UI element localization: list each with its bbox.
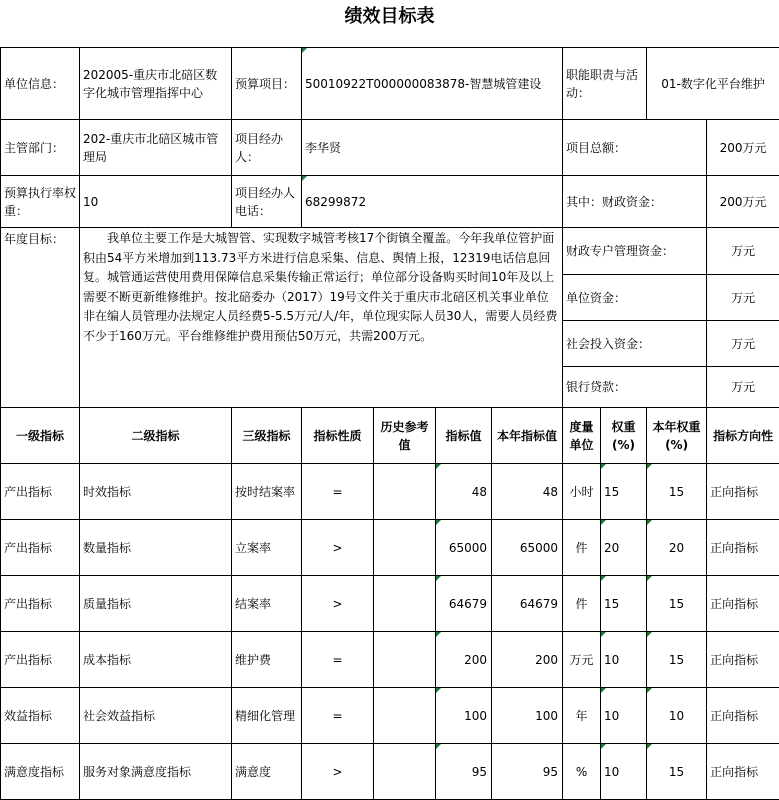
nature-cell[interactable]: = bbox=[302, 464, 374, 520]
special-fund-label: 财政专户管理资金： bbox=[563, 228, 707, 275]
social-fund-value[interactable]: 万元 bbox=[707, 321, 779, 367]
bank-loan-value[interactable]: 万元 bbox=[707, 367, 779, 408]
manager-value[interactable]: 李华贤 bbox=[302, 120, 563, 176]
exec-rate-label: 预算执行率权重： bbox=[1, 176, 80, 228]
goal-text[interactable]: 我单位主要工作是大城智管、实现数字城管考核17个街镇全覆盖。今年我单位管护面积由54平方米增加到113.73平方米进行信息采集、信息、舆情上报，12319电话信息回复。城管通运营使用费用保障信息采集传输正常运行；单位部分设备购买时间10年及以上需要不断更新维修维护。按北碚委办（2017）19号文件关于重庆市北碚区机关事业单位非在编人员管理办法规定人员经费5-5.5万元/人/年，单位现实际人员30人，需要人员经费不少于160万元。平台维修维护费用预估50万元，共需200万元。 bbox=[80, 228, 563, 408]
unit-cell[interactable]: 小时 bbox=[563, 464, 601, 520]
value-cell[interactable]: 95 bbox=[436, 744, 492, 800]
year-weight-cell[interactable]: 15 bbox=[647, 576, 707, 632]
fiscal-label: 其中：财政资金： bbox=[563, 176, 707, 228]
history-cell[interactable] bbox=[374, 688, 436, 744]
special-fund-value[interactable]: 万元 bbox=[707, 228, 779, 275]
unit-cell[interactable]: % bbox=[563, 744, 601, 800]
total-value[interactable]: 200万元 bbox=[707, 120, 779, 176]
nature-cell[interactable]: > bbox=[302, 520, 374, 576]
unit-cell[interactable]: 件 bbox=[563, 576, 601, 632]
header-cell: 指标性质 bbox=[302, 408, 374, 464]
level3-cell[interactable]: 按时结案率 bbox=[232, 464, 302, 520]
table-row bbox=[1, 520, 779, 576]
level2-cell[interactable]: 社会效益指标 bbox=[80, 688, 232, 744]
level2-cell[interactable]: 数量指标 bbox=[80, 520, 232, 576]
direction-cell[interactable]: 正向指标 bbox=[707, 744, 779, 800]
level3-cell[interactable]: 立案率 bbox=[232, 520, 302, 576]
year-value-cell[interactable]: 200 bbox=[492, 632, 563, 688]
unit-cell[interactable]: 年 bbox=[563, 688, 601, 744]
history-cell[interactable] bbox=[374, 632, 436, 688]
unit-cell[interactable]: 万元 bbox=[563, 632, 601, 688]
exec-rate-value[interactable]: 10 bbox=[80, 176, 232, 228]
weight-cell[interactable]: 20 bbox=[601, 520, 647, 576]
info-row-unit bbox=[1, 48, 779, 120]
bank-loan-label: 银行贷款： bbox=[563, 367, 707, 408]
header-cell: 度量单位 bbox=[563, 408, 601, 464]
header-cell: 权重(%) bbox=[601, 408, 647, 464]
year-weight-cell[interactable]: 15 bbox=[647, 464, 707, 520]
direction-cell[interactable]: 正向指标 bbox=[707, 688, 779, 744]
performance-table bbox=[0, 47, 779, 800]
header-cell: 历史参考值 bbox=[374, 408, 436, 464]
level1-cell[interactable]: 产出指标 bbox=[1, 632, 80, 688]
header-cell: 三级指标 bbox=[232, 408, 302, 464]
manager-label: 项目经办人： bbox=[232, 120, 302, 176]
level1-cell[interactable]: 产出指标 bbox=[1, 520, 80, 576]
level3-cell[interactable]: 结案率 bbox=[232, 576, 302, 632]
direction-cell[interactable]: 正向指标 bbox=[707, 632, 779, 688]
fiscal-value[interactable]: 200万元 bbox=[707, 176, 779, 228]
history-cell[interactable] bbox=[374, 576, 436, 632]
header-cell: 指标值 bbox=[436, 408, 492, 464]
unit-fund-label: 单位资金： bbox=[563, 275, 707, 321]
weight-cell[interactable]: 10 bbox=[601, 744, 647, 800]
year-weight-cell[interactable]: 20 bbox=[647, 520, 707, 576]
table-row bbox=[1, 464, 779, 520]
budget-project-label: 预算项目： bbox=[232, 48, 302, 120]
value-cell[interactable]: 64679 bbox=[436, 576, 492, 632]
header-cell: 本年权重(%) bbox=[647, 408, 707, 464]
level1-cell[interactable]: 产出指标 bbox=[1, 576, 80, 632]
table-row bbox=[1, 744, 779, 800]
level2-cell[interactable]: 质量指标 bbox=[80, 576, 232, 632]
weight-cell[interactable]: 10 bbox=[601, 688, 647, 744]
level3-cell[interactable]: 精细化管理 bbox=[232, 688, 302, 744]
header-cell: 本年指标值 bbox=[492, 408, 563, 464]
budget-project-value[interactable]: 50010922T000000083878-智慧城管建设 bbox=[302, 48, 563, 120]
history-cell[interactable] bbox=[374, 464, 436, 520]
level1-cell[interactable]: 效益指标 bbox=[1, 688, 80, 744]
year-value-cell[interactable]: 48 bbox=[492, 464, 563, 520]
history-cell[interactable] bbox=[374, 520, 436, 576]
weight-cell[interactable]: 15 bbox=[601, 464, 647, 520]
phone-label: 项目经办人电话： bbox=[232, 176, 302, 228]
unit-cell[interactable]: 件 bbox=[563, 520, 601, 576]
info-row-goal bbox=[1, 228, 779, 275]
year-value-cell[interactable]: 95 bbox=[492, 744, 563, 800]
level3-cell[interactable]: 维护费 bbox=[232, 632, 302, 688]
year-weight-cell[interactable]: 10 bbox=[647, 688, 707, 744]
header-row bbox=[1, 408, 779, 464]
direction-cell[interactable]: 正向指标 bbox=[707, 520, 779, 576]
weight-cell[interactable]: 10 bbox=[601, 632, 647, 688]
level2-cell[interactable]: 时效指标 bbox=[80, 464, 232, 520]
table-row bbox=[1, 632, 779, 688]
value-cell[interactable]: 65000 bbox=[436, 520, 492, 576]
unit-value[interactable]: 202005-重庆市北碚区数字化城市管理指挥中心 bbox=[80, 48, 232, 120]
unit-fund-value[interactable]: 万元 bbox=[707, 275, 779, 321]
level2-cell[interactable]: 服务对象满意度指标 bbox=[80, 744, 232, 800]
phone-value[interactable]: 68299872 bbox=[302, 176, 563, 228]
total-label: 项目总额： bbox=[563, 120, 707, 176]
nature-cell[interactable]: > bbox=[302, 744, 374, 800]
goal-label: 年度目标： bbox=[1, 228, 80, 408]
year-value-cell[interactable]: 64679 bbox=[492, 576, 563, 632]
year-weight-cell[interactable]: 15 bbox=[647, 632, 707, 688]
dept-label: 主管部门： bbox=[1, 120, 80, 176]
year-value-cell[interactable]: 65000 bbox=[492, 520, 563, 576]
function-value[interactable]: 01-数字化平台维护 bbox=[647, 48, 779, 120]
direction-cell[interactable]: 正向指标 bbox=[707, 464, 779, 520]
level3-cell[interactable]: 满意度 bbox=[232, 744, 302, 800]
social-fund-label: 社会投入资金： bbox=[563, 321, 707, 367]
nature-cell[interactable]: > bbox=[302, 576, 374, 632]
nature-cell[interactable]: = bbox=[302, 688, 374, 744]
info-row-exec bbox=[1, 176, 779, 228]
table-row bbox=[1, 576, 779, 632]
history-cell[interactable] bbox=[374, 744, 436, 800]
info-row-dept bbox=[1, 120, 779, 176]
unit-label: 单位信息： bbox=[1, 48, 80, 120]
year-weight-cell[interactable]: 15 bbox=[647, 744, 707, 800]
level1-cell[interactable]: 产出指标 bbox=[1, 464, 80, 520]
header-cell: 指标方向性 bbox=[707, 408, 779, 464]
year-value-cell[interactable]: 100 bbox=[492, 688, 563, 744]
level2-cell[interactable]: 成本指标 bbox=[80, 632, 232, 688]
value-cell[interactable]: 200 bbox=[436, 632, 492, 688]
table-row bbox=[1, 688, 779, 744]
page-title: 绩效目标表 bbox=[344, 6, 435, 27]
direction-cell[interactable]: 正向指标 bbox=[707, 576, 779, 632]
nature-cell[interactable]: = bbox=[302, 632, 374, 688]
value-cell[interactable]: 48 bbox=[436, 464, 492, 520]
function-label: 职能职责与活动： bbox=[563, 48, 647, 120]
value-cell[interactable]: 100 bbox=[436, 688, 492, 744]
weight-cell[interactable]: 15 bbox=[601, 576, 647, 632]
level1-cell[interactable]: 满意度指标 bbox=[1, 744, 80, 800]
header-cell: 二级指标 bbox=[80, 408, 232, 464]
dept-value[interactable]: 202-重庆市北碚区城市管理局 bbox=[80, 120, 232, 176]
header-cell: 一级指标 bbox=[1, 408, 80, 464]
